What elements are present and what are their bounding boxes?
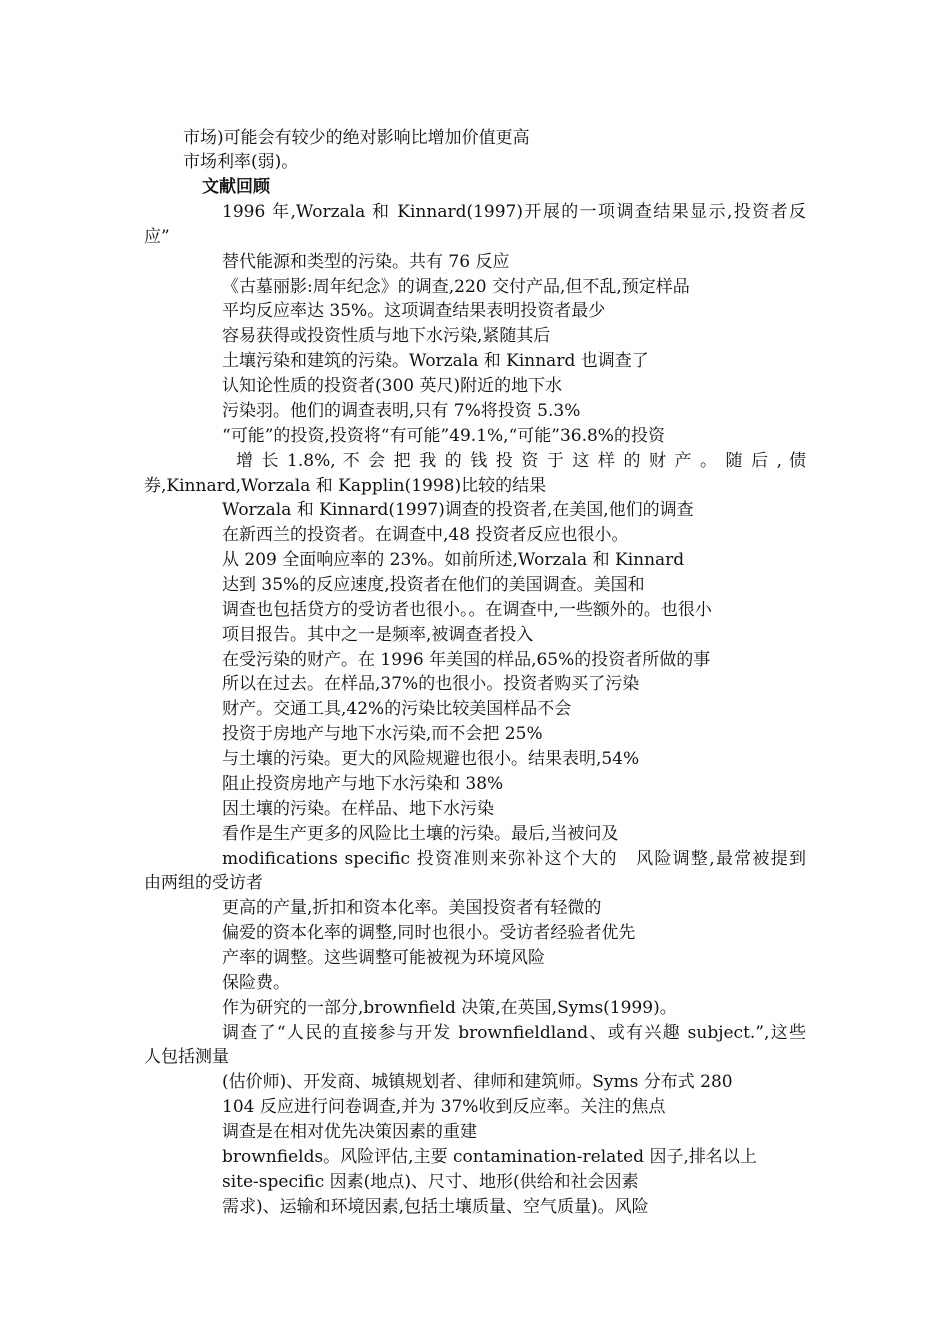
body-line: 阻止投资房地产与地下水污染和 38% xyxy=(222,774,504,794)
body-line: 券,Kinnard,Worzala 和 Kapplin(1998)比较的结果 xyxy=(144,476,547,496)
body-line: 污染羽。他们的调查表明,只有 7%将投资 5.3% xyxy=(222,401,581,421)
body-line: 在受污染的财产。在 1996 年美国的样品,65%的投资者所做的事 xyxy=(222,650,711,670)
body-line: 达到 35%的反应速度,投资者在他们的美国调查。美国和 xyxy=(222,575,645,595)
body-line: 《古墓丽影:周年纪念》的调查,220 交付产品,但不乱,预定样品 xyxy=(222,277,690,297)
body-line: 在新西兰的投资者。在调查中,48 投资者反应也很小。 xyxy=(222,525,629,545)
body-line: 需求)、运输和环境因素,包括土壤质量、空气质量)。风险 xyxy=(222,1197,649,1217)
body-line: 更高的产量,折扣和资本化率。美国投资者有轻微的 xyxy=(222,898,602,918)
body-line: 与土壤的污染。更大的风险规避也很小。结果表明,54% xyxy=(222,749,640,769)
body-line: 认知论性质的投资者(300 英尺)附近的地下水 xyxy=(222,376,563,396)
body-line: Worzala 和 Kinnard(1997)调查的投资者,在美国,他们的调查 xyxy=(222,500,694,520)
body-line: 调查是在相对优先决策因素的重建 xyxy=(222,1122,477,1142)
body-line: 土壤污染和建筑的污染。Worzala 和 Kinnard 也调查了 xyxy=(222,351,649,371)
body-line: “可能”的投资,投资将“有可能”49.1%,“可能”36.8%的投资 xyxy=(222,426,665,446)
body-line: 增 长 1.8%, 不 会 把 我 的 钱 投 资 于 这 样 的 财 产 。 随 后 , 债 xyxy=(236,451,806,471)
body-line: 应” xyxy=(144,227,170,247)
body-line: 从 209 全面响应率的 23%。如前所述,Worzala 和 Kinnard xyxy=(222,550,685,570)
body-line: site-specific 因素(地点)、尺寸、地形(供给和社会因素 xyxy=(222,1172,639,1192)
body-line: 平均反应率达 35%。这项调查结果表明投资者最少 xyxy=(222,301,606,321)
body-line: 因土壤的污染。在样品、地下水污染 xyxy=(222,799,494,819)
body-line: 替代能源和类型的污染。共有 76 反应 xyxy=(222,252,510,272)
body-line: 人包括测量 xyxy=(144,1047,229,1067)
body-line: 由两组的受访者 xyxy=(144,873,263,893)
body-line: 保险费。 xyxy=(222,973,290,993)
body-line: modifications specific 投资准则来弥补这个大的 风险调整,最常被提到 xyxy=(222,849,806,869)
body-line: 调查了“人民的直接参与开发 brownfieldland、或有兴趣 subject.”,这些 xyxy=(222,1023,806,1043)
body-line: 看作是生产更多的风险比土壤的污染。最后,当被问及 xyxy=(222,824,619,844)
body-line: 产率的调整。这些调整可能被视为环境风险 xyxy=(222,948,545,968)
body-line: 投资于房地产与地下水污染,而不会把 25% xyxy=(222,724,543,744)
body-line: 作为研究的一部分,brownfield 决策,在英国,Syms(1999)。 xyxy=(222,998,677,1018)
body-line: 财产。交通工具,42%的污染比较美国样品不会 xyxy=(222,699,572,719)
body-line: brownfields。风险评估,主要 contamination-related 因子,排名以上 xyxy=(222,1147,757,1167)
body-line: 所以在过去。在样品,37%的也很小。投资者购买了污染 xyxy=(222,674,640,694)
section-heading: 文献回顾 xyxy=(202,177,270,197)
body-line: 调查也包括贷方的受访者也很小。。在调查中,一些额外的。也很小 xyxy=(222,600,712,620)
body-line: 104 反应进行问卷调查,并为 37%收到反应率。关注的焦点 xyxy=(222,1097,666,1117)
body-line: 容易获得或投资性质与地下水污染,紧随其后 xyxy=(222,326,551,346)
body-line: 项目报告。其中之一是频率,被调查者投入 xyxy=(222,625,534,645)
body-line: (估价师)、开发商、城镇规划者、律师和建筑师。Syms 分布式 280 xyxy=(222,1072,733,1092)
intro-line: 市场)可能会有较少的绝对影响比增加价值更高 xyxy=(183,128,530,148)
body-line: 偏爱的资本化率的调整,同时也很小。受访者经验者优先 xyxy=(222,923,636,943)
body-line: 1996 年,Worzala 和 Kinnard(1997)开展的一项调查结果显示,投资者反 xyxy=(222,202,806,222)
intro-line: 市场利率(弱)。 xyxy=(183,152,299,172)
